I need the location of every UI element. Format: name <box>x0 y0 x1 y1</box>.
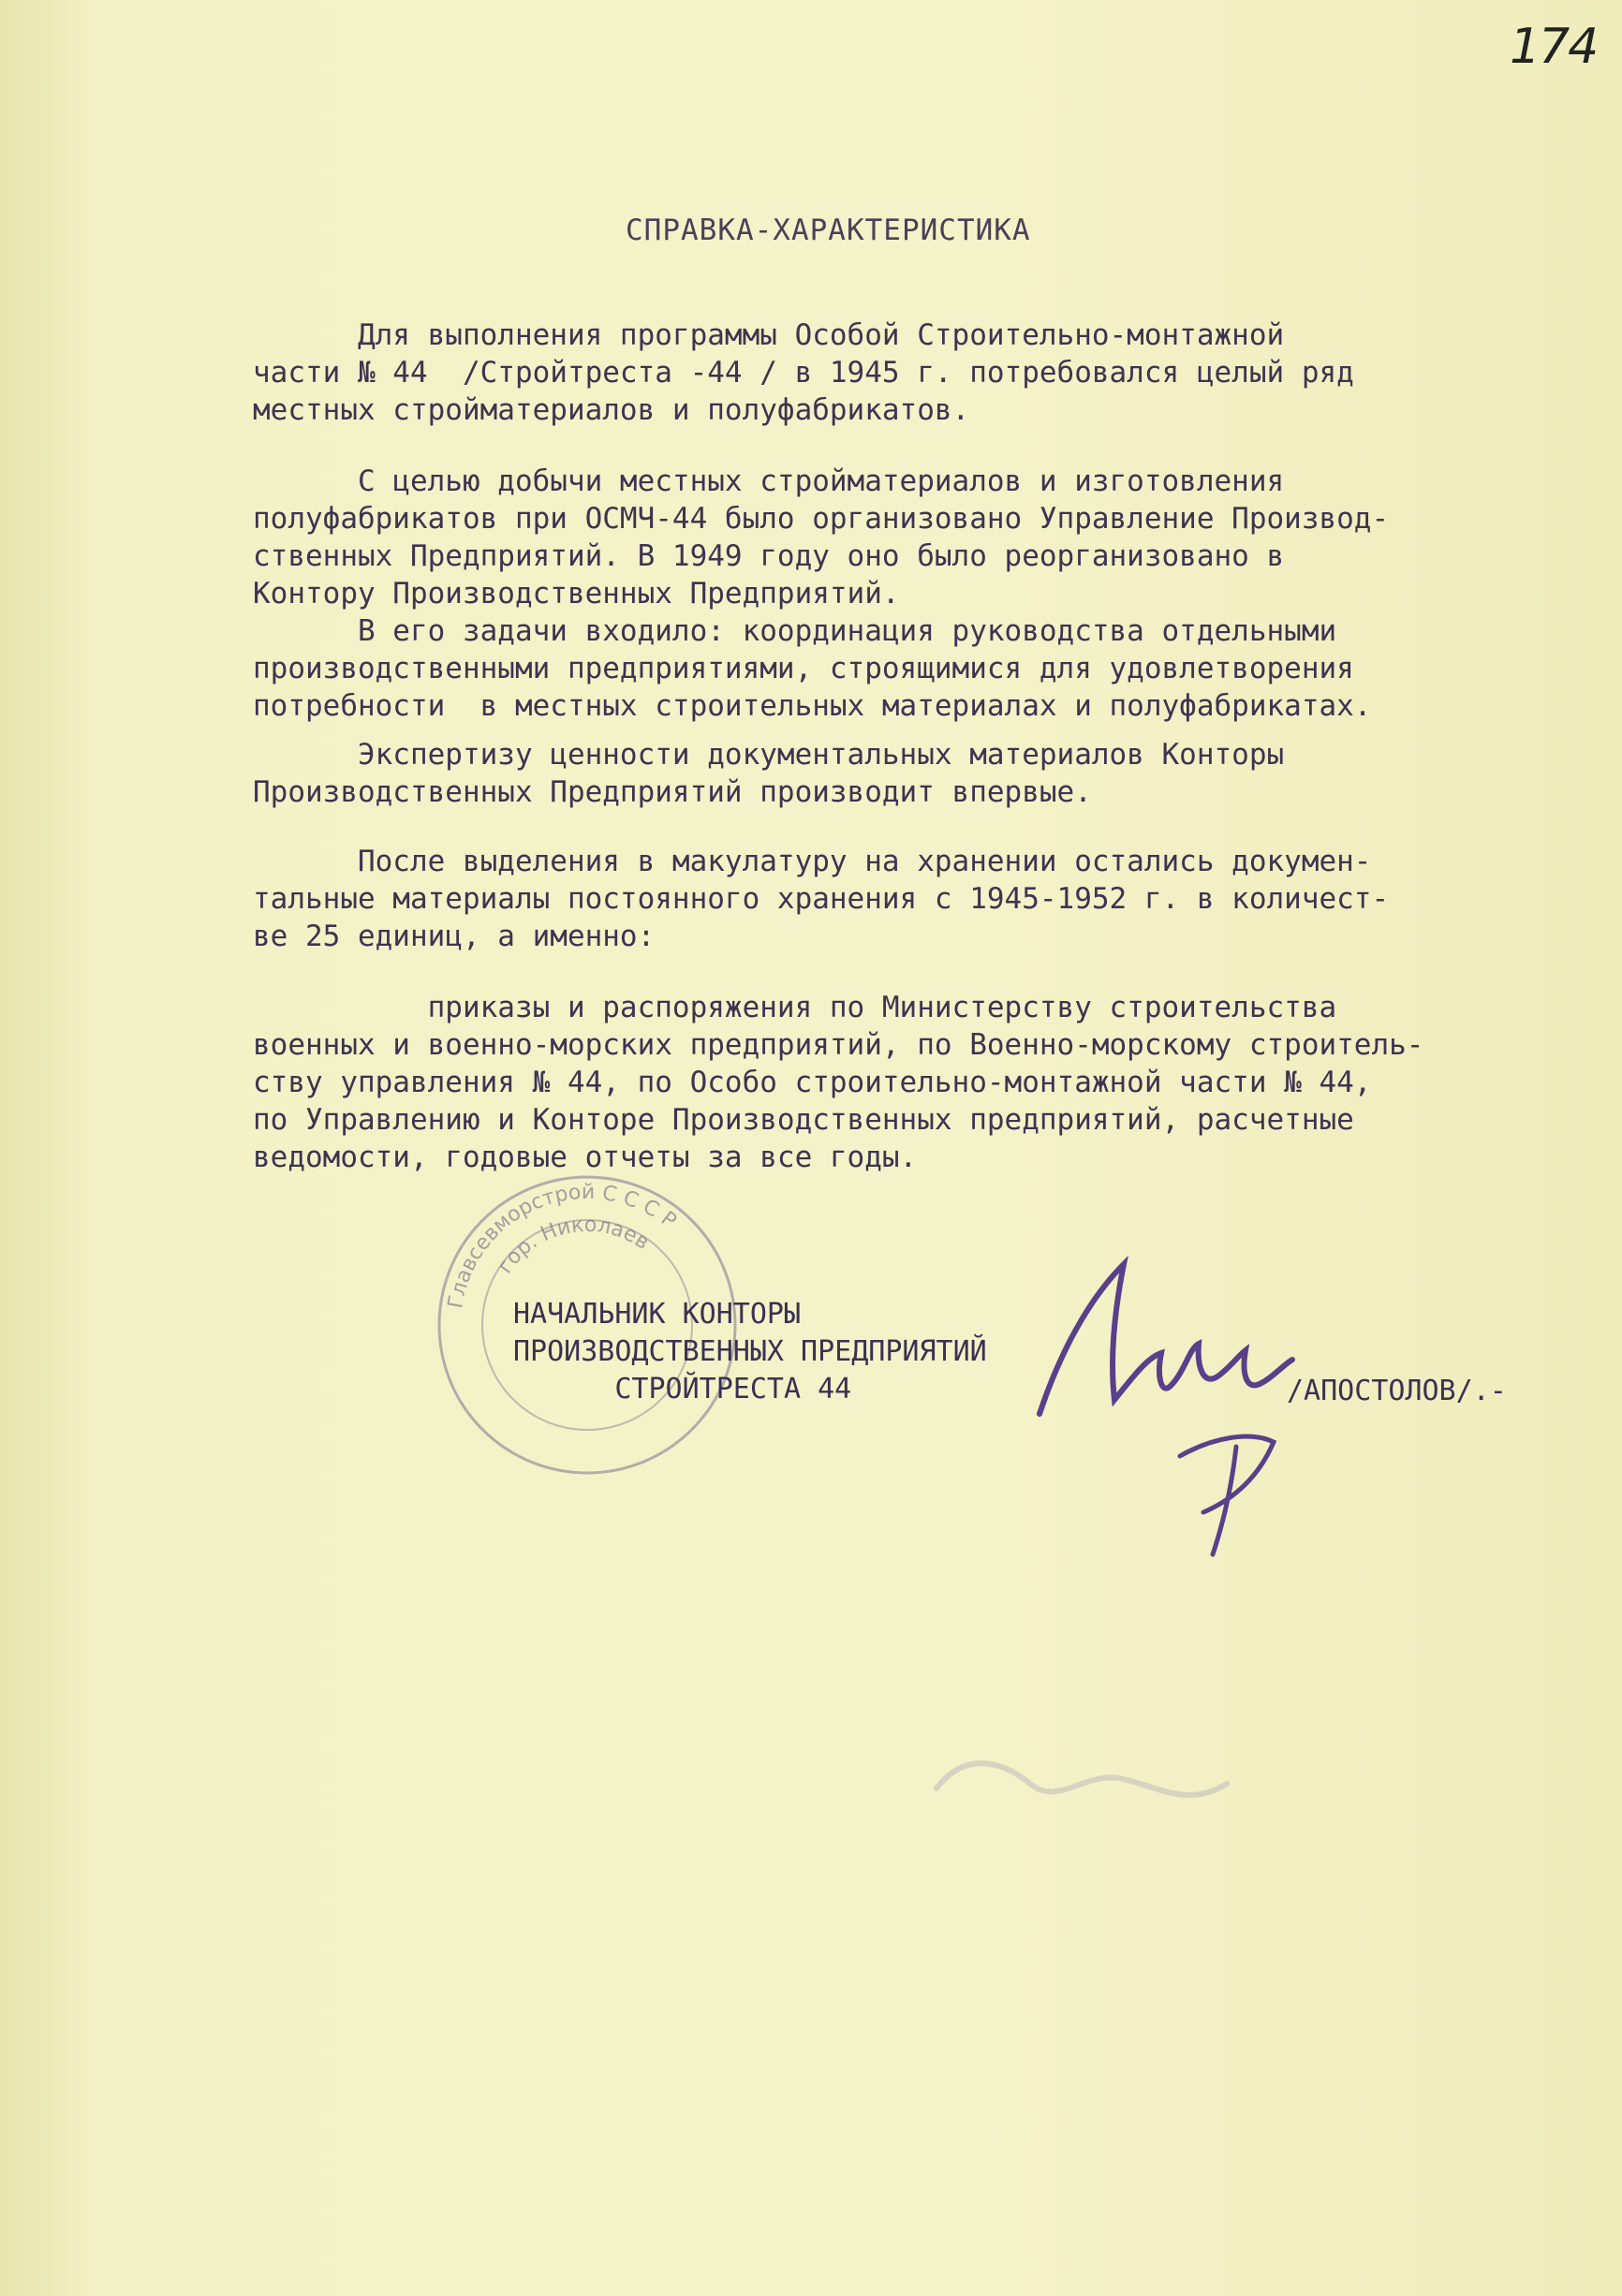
archive-page-number: 174 <box>1510 19 1598 75</box>
paragraph-4: После выделения в макулатуру на хранении остались докумен- тальные материалы постоянного хранения с 1945-1952 г. в количест- ве 25 единиц, а именно: <box>253 845 1390 953</box>
document-title: СПРАВКА-ХАРАКТЕРИСТИКА <box>626 213 1031 247</box>
handwritten-signature <box>1021 1245 1330 1573</box>
signatory-title: НАЧАЛЬНИК КОНТОРЫ ПРОИЗВОДСТВЕННЫХ ПРЕДПРИЯТИЙ СТРОЙТРЕСТА 44 <box>513 1298 987 1406</box>
signer-name: /АПОСТОЛОВ/.- <box>1287 1375 1507 1407</box>
pencil-scribble <box>927 1732 1246 1845</box>
paragraph-5: приказы и распоряжения по Министерству строительства военных и военно-морских предприятий, по Военно-морскому строитель- ству управления № 44, по Особо строительно-монтажной части № 44, по Управлению и Конторе Производственных предприятий, расчетные ведомости, годовые отчеты за все годы. <box>253 991 1424 1174</box>
svg-text:Главсевморстрой С С С Р: Главсевморстрой С С С Р <box>444 1180 681 1311</box>
svg-text:гор. Николаев: гор. Николаев <box>493 1213 654 1278</box>
paragraph-1: Для выполнения программы Особой Строительно-монтажной части № 44 /Стройтреста -44 / в 1945 г. потребовался целый ряд местных стройматериалов и полуфабрикатов. <box>253 318 1354 427</box>
paragraph-2: С целью добычи местных стройматериалов и изготовления полуфабрикатов при ОСМЧ-44 было организовано Управление Производ- ственных Предприятий. В 1949 году оно было реорганизовано в Контору Производственных Предприятий. В его задачи входило: координация руководства отдельными производственными предприятиями, строящимися для удовлетворения потребности в местных строительных материалах и полуфабрикатах. <box>253 464 1390 723</box>
paragraph-3: Экспертизу ценности документальных материалов Конторы Производственных Предприятий производит впервые. <box>253 738 1285 809</box>
